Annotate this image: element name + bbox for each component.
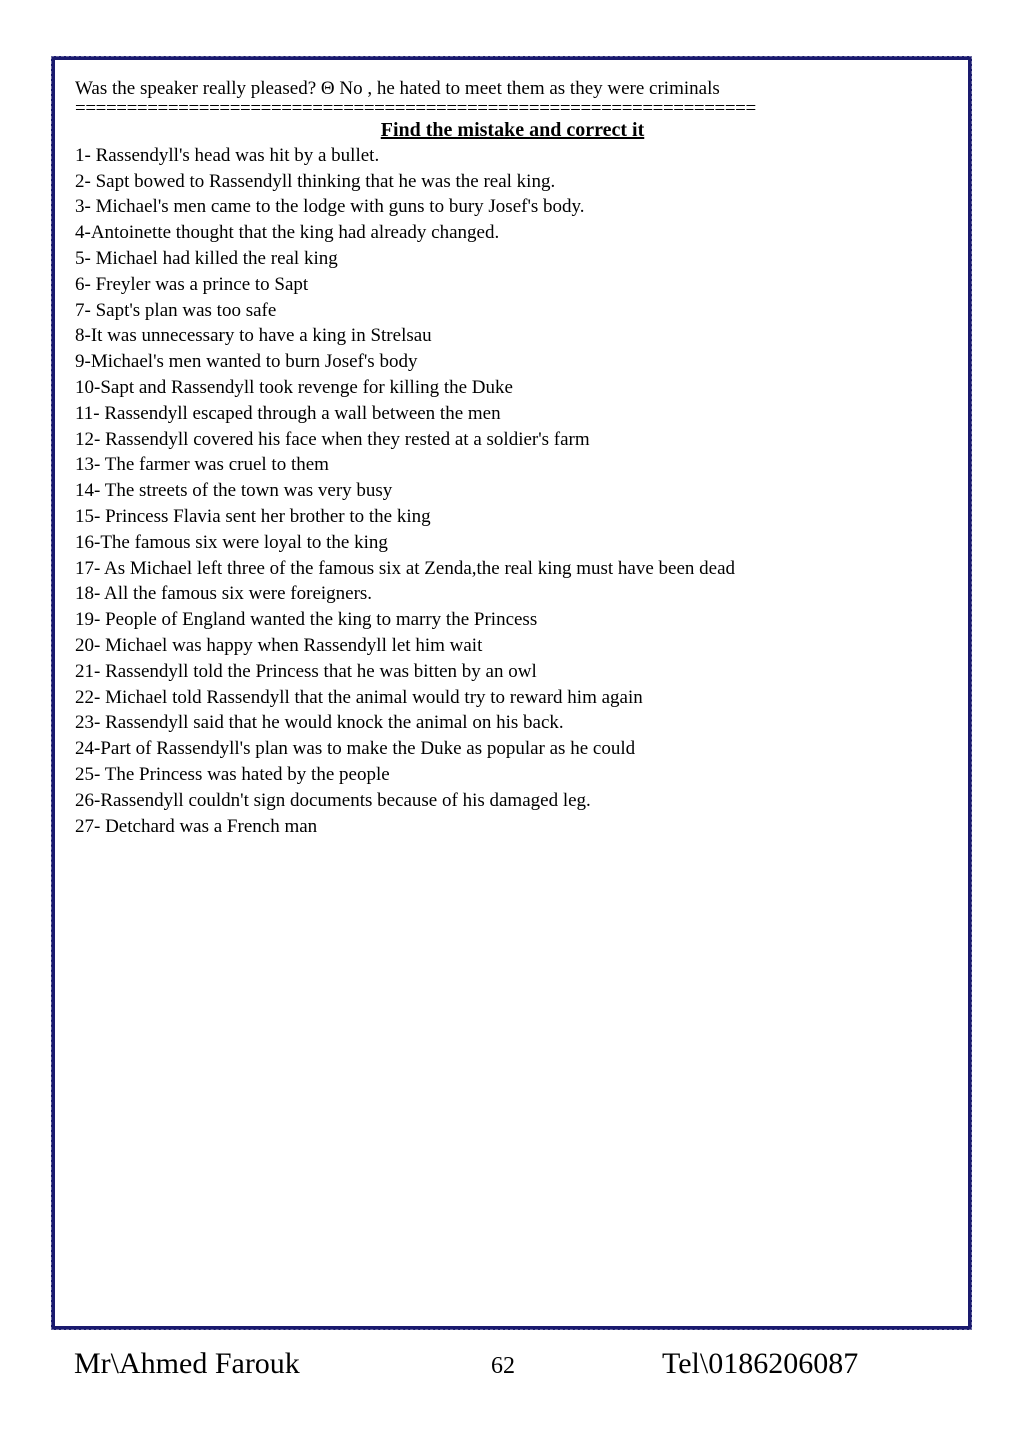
exercise-item: 3- Michael's men came to the lodge with guns to bury Josef's body.	[75, 196, 585, 218]
page-footer	[0, 1347, 1024, 1387]
separator-rule: ==================================================================	[75, 101, 756, 118]
exercise-item: 17- As Michael left three of the famous six at Zenda,the real king must have been dead	[75, 557, 736, 579]
exercise-item: 1- Rassendyll's head was hit by a bullet.	[75, 144, 380, 166]
exercise-item: 25- The Princess was hated by the people	[75, 763, 390, 785]
exercise-item: 21- Rassendyll told the Princess that he was bitten by an owl	[75, 660, 537, 682]
exercise-item: 18- All the famous six were foreigners.	[75, 583, 373, 605]
exercise-item: 9-Michael's men wanted to burn Josef's body	[75, 351, 418, 373]
exercise-list	[75, 143, 955, 840]
exercise-item: 2- Sapt bowed to Rassendyll thinking that he was the real king.	[75, 170, 556, 192]
exercise-item: 22- Michael told Rassendyll that the animal would try to reward him again	[75, 686, 643, 708]
exercise-item: 6- Freyler was a prince to Sapt	[75, 273, 309, 295]
exercise-item: 23- Rassendyll said that he would knock the animal on his back.	[75, 712, 564, 734]
page-content	[75, 76, 955, 839]
page-number: 62	[491, 1353, 515, 1379]
exercise-item: 20- Michael was happy when Rassendyll let him wait	[75, 634, 483, 656]
exercise-item: 16-The famous six were loyal to the king	[75, 531, 388, 553]
footer-author: Mr\Ahmed Farouk	[74, 1347, 300, 1380]
exercise-item: 27- Detchard was a French man	[75, 815, 318, 837]
exercise-item: 24-Part of Rassendyll's plan was to make the Duke as popular as he could	[75, 738, 636, 760]
exercise-item: 5- Michael had killed the real king	[75, 247, 338, 269]
intro-line: Was the speaker really pleased? Θ No , he hated to meet them as they were criminals	[75, 78, 720, 99]
footer-telephone: Tel\0186206087	[662, 1347, 859, 1380]
exercise-item: 12- Rassendyll covered his face when they rested at a soldier's farm	[75, 428, 590, 450]
exercise-item: 15- Princess Flavia sent her brother to the king	[75, 505, 431, 527]
exercise-item: 14- The streets of the town was very busy	[75, 480, 393, 502]
exercise-item: 26-Rassendyll couldn't sign documents because of his damaged leg.	[75, 789, 591, 811]
exercise-item: 10-Sapt and Rassendyll took revenge for killing the Duke	[75, 376, 513, 398]
exercise-item: 4-Antoinette thought that the king had already changed.	[75, 222, 500, 244]
exercise-item: 8-It was unnecessary to have a king in Strelsau	[75, 325, 432, 347]
exercise-item: 7- Sapt's plan was too safe	[75, 299, 277, 321]
exercise-item: 11- Rassendyll escaped through a wall between the men	[75, 402, 501, 424]
exercise-item: 19- People of England wanted the king to marry the Princess	[75, 609, 538, 631]
exercise-item: 13- The farmer was cruel to them	[75, 454, 329, 476]
section-heading: Find the mistake and correct it	[380, 118, 645, 141]
